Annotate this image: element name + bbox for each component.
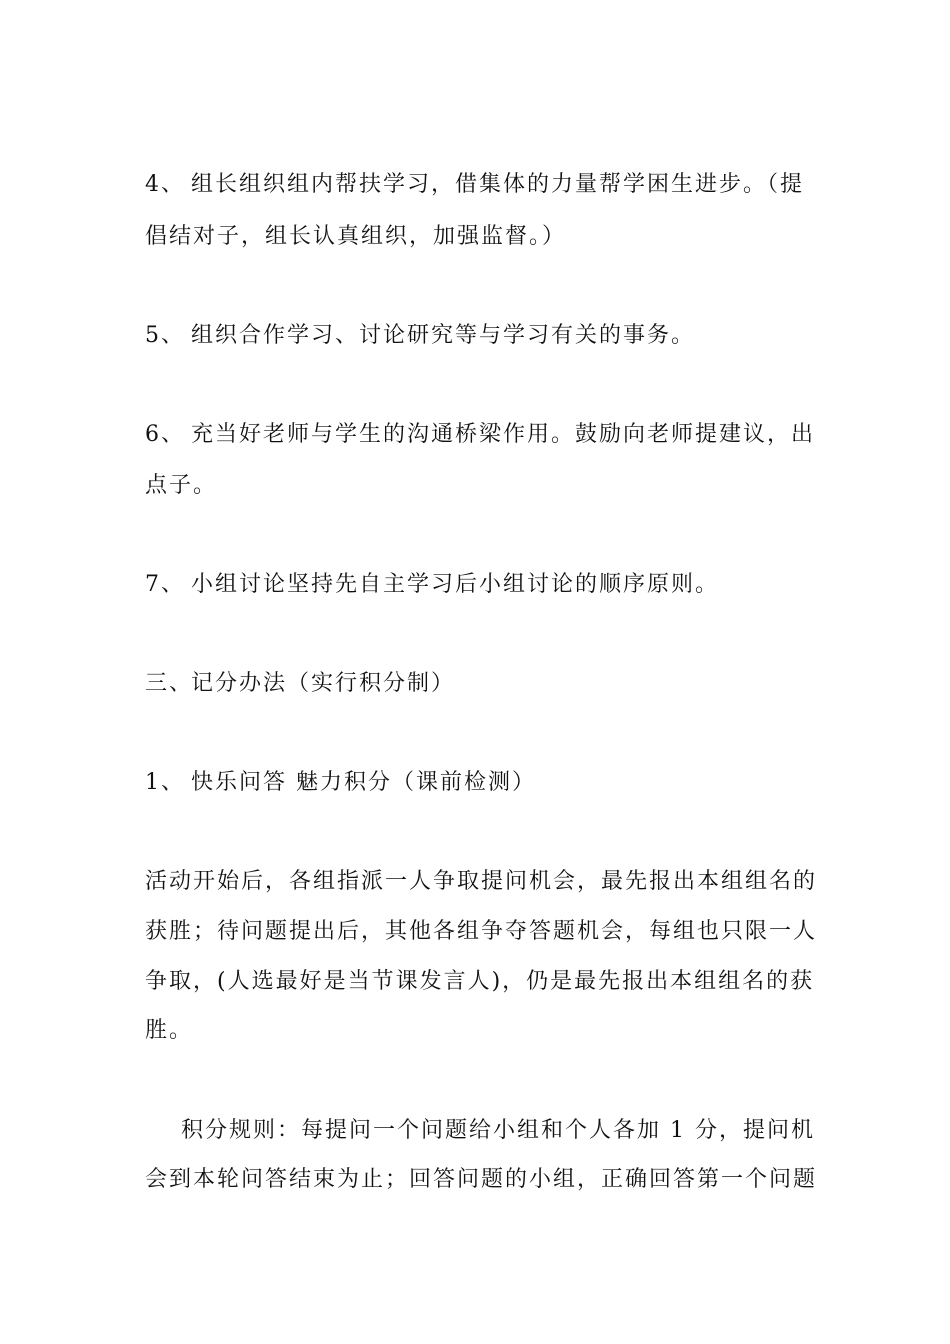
section-title: 记分办法（实行积分制） bbox=[191, 671, 456, 696]
paragraph-text: 争取，(人选最好是当节课发言人)，仍是最先报出本组组名的获 bbox=[145, 969, 815, 994]
paragraph-line bbox=[145, 967, 815, 997]
list-item-5 bbox=[145, 321, 810, 351]
item-text: 组织合作学习、讨论研究等与学习有关的事务。 bbox=[191, 323, 696, 348]
item-number: 7、 bbox=[145, 572, 185, 597]
list-item-4-continued bbox=[145, 222, 810, 252]
paragraph-text: 获胜；待问题提出后，其他各组争夺答题机会，每组也只限一人 bbox=[145, 919, 818, 944]
item-text: 倡结对子，组长认真组织，加强监督。） bbox=[145, 224, 567, 249]
list-item-7 bbox=[145, 570, 810, 600]
paragraph-line bbox=[145, 867, 818, 897]
subsection-number: 1、 bbox=[145, 770, 185, 795]
paragraph-line bbox=[145, 917, 818, 947]
paragraph-line bbox=[145, 1016, 810, 1046]
section-heading-3 bbox=[145, 669, 810, 699]
paragraph-text: 胜。 bbox=[145, 1018, 194, 1043]
item-number: 5、 bbox=[145, 323, 185, 348]
paragraph-line bbox=[145, 1165, 818, 1195]
item-number: 6、 bbox=[145, 422, 185, 447]
item-text: 组长组织组内帮扶学习，借集体的力量帮学困生进步。（提 bbox=[191, 172, 805, 197]
paragraph-text: 活动开始后，各组指派一人争取提问机会，最先报出本组组名的 bbox=[145, 869, 818, 894]
list-item-6 bbox=[145, 420, 816, 450]
subsection-heading-1 bbox=[145, 768, 810, 798]
subsection-title: 快乐问答 魅力积分（课前检测） bbox=[191, 770, 536, 795]
item-text: 小组讨论坚持先自主学习后小组讨论的顺序原则。 bbox=[191, 572, 720, 597]
paragraph-line bbox=[145, 1116, 815, 1146]
list-item-6-continued bbox=[145, 471, 810, 501]
paragraph-text: 会到本轮问答结束为止；回答问题的小组，正确回答第一个问题 bbox=[145, 1167, 818, 1192]
section-number: 三、 bbox=[145, 671, 194, 696]
list-item-4 bbox=[145, 170, 810, 200]
item-number: 4、 bbox=[145, 172, 185, 197]
item-text: 充当好老师与学生的沟通桥梁作用。鼓励向老师提建议，出 bbox=[191, 422, 816, 447]
item-text: 点子。 bbox=[145, 473, 218, 498]
paragraph-text: 积分规则：每提问一个问题给小组和个人各加 1 分，提问机 bbox=[181, 1118, 815, 1143]
